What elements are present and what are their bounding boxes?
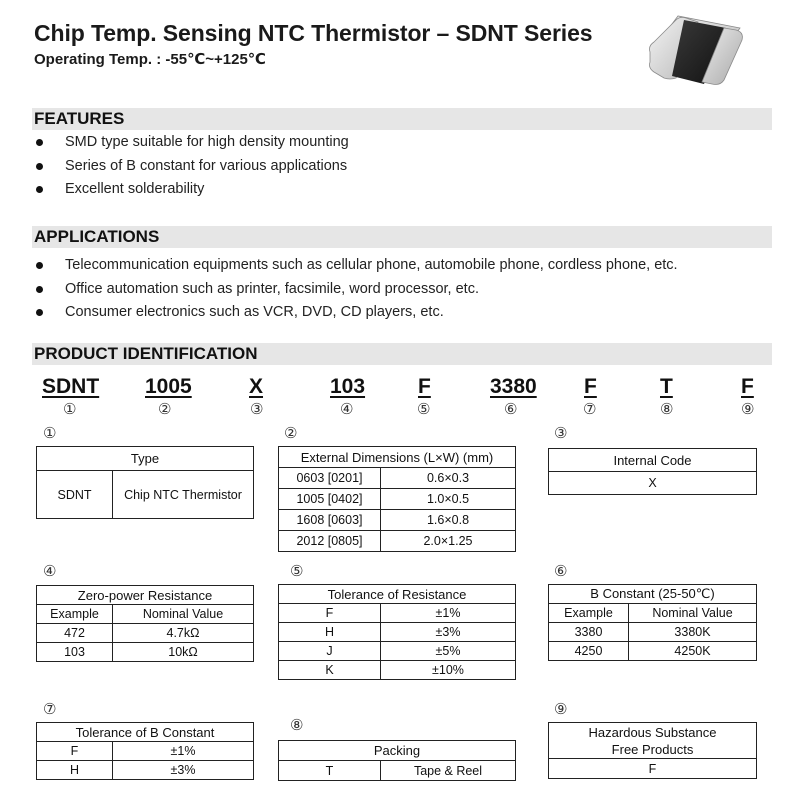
table-header: Type	[37, 447, 254, 471]
bullet-icon	[36, 309, 43, 316]
table-row: 103 10kΩ	[37, 643, 254, 662]
table-row: 3380 3380K	[549, 623, 757, 642]
table-header: Packing	[279, 741, 516, 761]
bullet-icon	[36, 262, 43, 269]
hazardous-substance-table	[548, 722, 757, 779]
list-item: Telecommunication equipments such as cellular phone, automobile phone, cordless phone, etc.	[36, 257, 776, 281]
table-header: External Dimensions (L×W) (mm)	[279, 447, 516, 468]
chip-thermistor-image	[640, 6, 750, 90]
table-header: B Constant (25-50℃)	[549, 585, 757, 604]
table-row: 0603 [0201] 0.6×0.3	[279, 468, 516, 489]
table-row: J ±5%	[279, 642, 516, 661]
table-row: K ±10%	[279, 661, 516, 680]
table-number: ③	[554, 425, 568, 442]
code-segment: SDNT	[42, 375, 100, 398]
table-row: H ±3%	[37, 761, 254, 780]
code-number: ⑦	[583, 401, 597, 418]
table-row: T Tape & Reel	[279, 761, 516, 781]
code-segment: F	[418, 375, 431, 398]
code-number: ⑥	[504, 401, 518, 418]
table-row: 1005 [0402] 1.0×0.5	[279, 489, 516, 510]
product-identification-heading: PRODUCT IDENTIFICATION	[34, 344, 258, 363]
code-segment: T	[660, 375, 673, 398]
table-number: ⑦	[43, 701, 57, 718]
applications-section-header	[32, 226, 772, 248]
table-number: ①	[43, 425, 57, 442]
internal-code-table	[548, 448, 757, 495]
table-header: Hazardous Substance Free Products	[549, 723, 757, 759]
table-row: X	[549, 472, 757, 495]
table-number: ⑨	[554, 701, 568, 718]
table-header: Tolerance of B Constant	[37, 723, 254, 742]
table-number: ⑥	[554, 563, 568, 580]
list-item: SMD type suitable for high density mounting	[36, 134, 776, 158]
code-number: ①	[63, 401, 77, 418]
applications-list	[36, 257, 776, 328]
bullet-icon	[36, 163, 43, 170]
code-number: ⑤	[417, 401, 431, 418]
bullet-icon	[36, 286, 43, 293]
table-header: Internal Code	[549, 449, 757, 472]
table-header: Tolerance of Resistance	[279, 585, 516, 604]
list-item: Excellent solderability	[36, 181, 776, 205]
applications-heading: APPLICATIONS	[34, 227, 160, 246]
operating-temp: Operating Temp. : -55℃~+125℃	[34, 51, 266, 68]
code-number: ②	[158, 401, 172, 418]
table-row: F	[549, 759, 757, 779]
table-row: 2012 [0805] 2.0×1.25	[279, 531, 516, 552]
list-item: Office automation such as printer, facsimile, word processor, etc.	[36, 281, 776, 305]
code-segment: 103	[330, 375, 366, 398]
features-heading: FEATURES	[34, 109, 125, 128]
page-title: Chip Temp. Sensing NTC Thermistor – SDNT Series	[34, 20, 593, 46]
code-segment: F	[741, 375, 754, 398]
code-number: ④	[340, 401, 354, 418]
dimensions-table	[278, 446, 516, 552]
bullet-icon	[36, 186, 43, 193]
table-row: Example Nominal Value	[549, 604, 757, 623]
table-row: 472 4.7kΩ	[37, 624, 254, 643]
packing-table	[278, 740, 516, 781]
table-number: ④	[43, 563, 57, 580]
code-segment: X	[249, 375, 264, 398]
table-row: F ±1%	[279, 604, 516, 623]
code-segment: 3380	[490, 375, 537, 398]
table-number: ⑧	[290, 717, 304, 734]
b-constant-table	[548, 584, 757, 661]
zero-power-resistance-table	[36, 585, 254, 662]
table-row: 1608 [0603] 1.6×0.8	[279, 510, 516, 531]
list-item: Consumer electronics such as VCR, DVD, CD players, etc.	[36, 304, 776, 328]
table-row: 4250 4250K	[549, 642, 757, 661]
features-section-header	[32, 108, 772, 130]
bullet-icon	[36, 139, 43, 146]
table-header: Zero-power Resistance	[37, 586, 254, 605]
table-row: H ±3%	[279, 623, 516, 642]
code-segment: 1005	[145, 375, 192, 398]
features-list	[36, 134, 776, 205]
table-row: Example Nominal Value	[37, 605, 254, 624]
list-item: Series of B constant for various applications	[36, 158, 776, 182]
product-identification-section-header	[32, 343, 772, 365]
code-segment: F	[584, 375, 597, 398]
table-row: SDNT Chip NTC Thermistor	[37, 471, 254, 519]
tolerance-of-resistance-table	[278, 584, 516, 680]
code-number: ③	[250, 401, 264, 418]
table-number: ②	[284, 425, 298, 442]
code-number: ⑧	[660, 401, 674, 418]
code-number: ⑨	[741, 401, 755, 418]
type-table	[36, 446, 254, 519]
table-number: ⑤	[290, 563, 304, 580]
tolerance-of-b-constant-table	[36, 722, 254, 780]
table-row: F ±1%	[37, 742, 254, 761]
